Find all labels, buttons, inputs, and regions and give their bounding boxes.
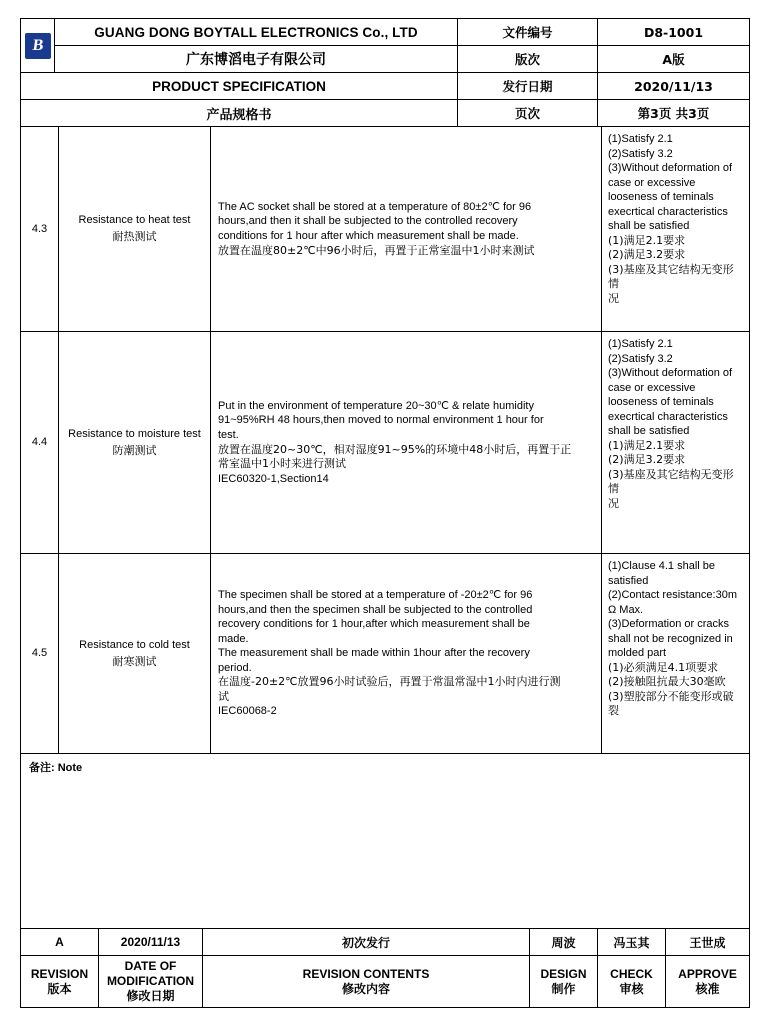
desc-line-std: IEC60320-1,Section14 [218,472,329,485]
footer-label-en: DATE OF MODIFICATION [106,959,195,988]
row-requirement [602,332,750,554]
desc-line-cn: 放置在温度80±2℃中96小时后，再置于正常室温中1小时来测试 [218,243,535,257]
document-title-en: PRODUCT SPECIFICATION [21,73,458,100]
req-line: shall not be recognized in [608,632,733,645]
footer-label-en: CHECK [610,966,653,981]
desc-line-std: IEC60068-2 [218,705,277,718]
req-line: (3)Without deformation of [608,162,733,175]
row-item-cn: 耐寒测试 [112,654,157,668]
row-number: 4.5 [21,554,59,754]
desc-line: test. [218,428,239,441]
revision-value: A版 [598,46,750,73]
specification-table [20,126,750,929]
footer-label-en: DESIGN [540,966,587,981]
req-line: shall be satisfied [608,220,690,233]
doc-number-value: D8-1001 [598,19,750,46]
footer-label-revision [21,956,99,1008]
desc-line: hours,and then the specimen shall be subjected to the controlled [218,603,533,616]
row-number: 4.3 [21,127,59,332]
footer-label-date [99,956,203,1008]
footer-label-cn: 修改日期 [126,989,175,1003]
note-row [21,754,750,929]
req-line-cn: (3)基座及其它结构无变形情 [608,262,734,291]
footer-label-design [530,956,598,1008]
company-name-en: GUANG DONG BOYTALL ELECTRONICS Co., LTD [55,19,458,46]
row-item [59,332,211,554]
desc-line: The AC socket shall be stored at a temperature of 80±2℃ for 96 [218,200,532,213]
footer-label-cn: 制作 [551,981,576,996]
row-item-en: Resistance to moisture test [68,427,201,440]
desc-line-cn: 常室温中1小时来进行测试 [218,457,346,471]
desc-line: The measurement shall be made within 1hour after the recovery [218,647,530,660]
req-line: satisfied [608,574,649,587]
desc-line: hours,and then it shall be subjected to the controlled recovery [218,215,518,228]
req-line-cn: (2)满足3.2要求 [608,248,686,262]
req-line-cn: 况 [608,291,619,305]
req-line-cn: (1)满足2.1要求 [608,233,686,247]
issue-date-label: 发行日期 [458,73,598,100]
desc-line: conditions for 1 hour after which measurement shall be made. [218,230,519,242]
footer-label-cn: 审核 [619,981,644,996]
req-line: (1)Satisfy 2.1 [608,133,673,145]
footer-label-check [598,956,666,1008]
req-line: (2)Contact resistance:30m [608,589,737,602]
revision-date-cell: 2020/11/13 [99,929,203,956]
table-row [21,554,750,754]
revision-label: 版次 [458,46,598,73]
req-line: molded part [608,647,667,660]
row-item-cn: 耐热测试 [112,230,157,243]
row-number: 4.4 [21,332,59,554]
footer-label-en: APPROVE [678,966,737,981]
desc-line: period. [218,661,252,674]
desc-line: 91~95%RH 48 hours,then moved to normal environment 1 hour for [218,414,544,427]
table-row [21,127,750,332]
desc-line-cn: 放置在温度20~30℃，相对湿度91~95%的环境中48小时后，再置于正 [218,442,572,456]
row-item-cn: 防潮测试 [112,443,157,457]
doc-number-label: 文件编号 [458,19,598,46]
row-item-en: Resistance to cold test [79,638,190,651]
issue-date-value: 2020/11/13 [598,73,750,100]
req-line-cn: 况 [608,496,619,510]
req-line: execrtical characteristics [608,205,728,218]
page-value: 第3页 共3页 [598,100,750,127]
document-title-cn: 产品规格书 [21,100,458,127]
desc-line-cn: 在温度-20±2℃放置96小时试验后，再置于常温常湿中1小时内进行测 [218,675,561,689]
check-signature: 冯玉其 [598,929,666,956]
req-line-cn: (1)必须满足4.1项要求 [608,660,719,674]
note-label: 备注: Note [29,762,83,774]
req-line: looseness of teminals [608,191,714,204]
row-description [211,554,602,754]
req-line: (1)Satisfy 2.1 [608,338,673,350]
footer-label-en: REVISION [30,966,89,981]
note-section [21,754,750,929]
req-line: (2)Satisfy 3.2 [608,147,673,160]
row-item [59,127,211,332]
req-line: Ω Max. [608,603,644,616]
desc-line: made. [218,632,249,645]
footer-label-approve [666,956,750,1008]
row-description [211,332,602,554]
req-line-cn: (3)基座及其它结构无变形情 [608,467,734,496]
document-header [20,18,750,127]
req-line: (3)Without deformation of [608,367,733,380]
desc-line: The specimen shall be stored at a temperature of -20±2℃ for 96 [218,589,533,602]
row-description [211,127,602,332]
row-requirement [602,554,750,754]
footer-label-en: REVISION CONTENTS [302,966,430,981]
req-line-cn: (3)塑胶部分不能变形或破裂 [608,689,734,718]
req-line: shall be satisfied [608,425,690,438]
row-item-en: Resistance to heat test [78,214,191,227]
req-line: (1)Clause 4.1 shall be [608,560,716,572]
footer-label-contents [203,956,530,1008]
page-label: 页次 [458,100,598,127]
company-name-cn: 广东博滔电子有限公司 [55,46,458,73]
table-row [21,332,750,554]
row-item [59,554,211,754]
footer-label-cn: 核准 [695,981,720,996]
design-signature: 周波 [530,929,598,956]
logo-letter: B [31,36,45,54]
approve-signature: 王世成 [666,929,750,956]
revision-value-cell: A [21,929,99,956]
req-line: case or excessive [608,381,696,394]
desc-line: recovery conditions for 1 hour,after which measurement shall be [218,618,530,631]
req-line: (2)Satisfy 3.2 [608,352,673,365]
req-line: case or excessive [608,176,696,189]
req-line-cn: (2)满足3.2要求 [608,453,686,467]
revision-contents-cell: 初次发行 [203,929,530,956]
company-logo [21,19,55,73]
req-line: (3)Deformation or cracks [608,618,730,631]
req-line: execrtical characteristics [608,410,728,423]
desc-line: Put in the environment of temperature 20~30℃ & relate humidity [218,399,534,412]
desc-line-cn: 试 [218,689,229,703]
req-line-cn: (2)接触阻抗最大30毫欧 [608,675,726,689]
req-line-cn: (1)满足2.1要求 [608,438,686,452]
req-line: looseness of teminals [608,396,714,409]
footer-label-cn: 版本 [47,981,72,996]
row-requirement [602,127,750,332]
footer-label-cn: 修改内容 [341,981,390,996]
revision-footer [20,928,750,1008]
